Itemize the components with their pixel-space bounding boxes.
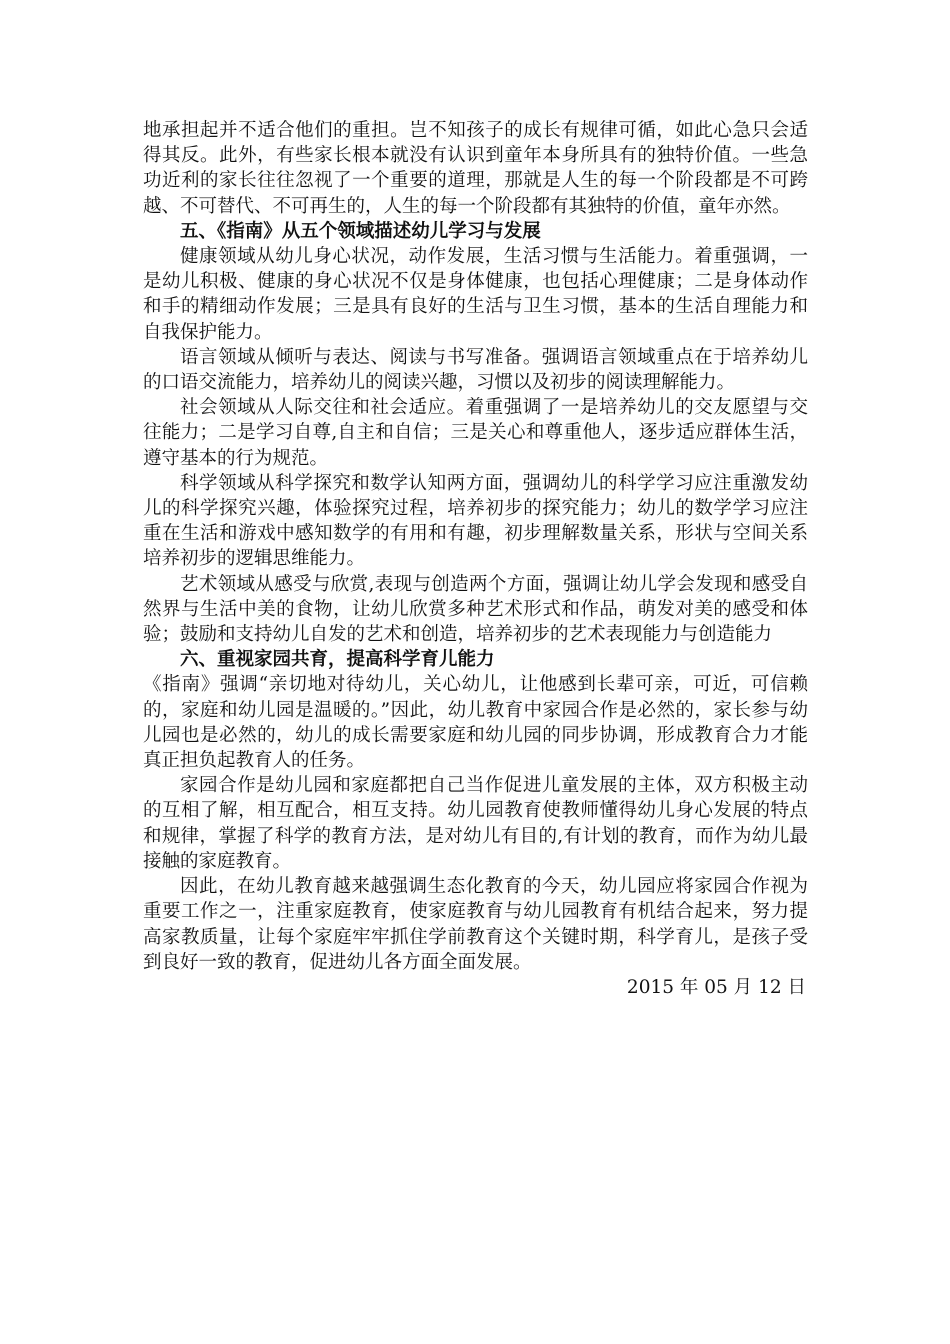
paragraph-language-domain: 语言领域从倾听与表达、阅读与书写准备。强调语言领域重点在于培养幼儿的口语交流能力，培养幼儿的阅读兴趣，习惯以及初步的阅读理解能力。 [143, 346, 808, 394]
paragraph-health-domain: 健康领域从幼儿身心状况，动作发展，生活习惯与生活能力。着重强调，一是幼儿积极、健康的身心状况不仅是身体健康，也包括心理健康；二是身体动作和手的精细动作发展；三是具有良好的生活与卫生习惯，基本的生活自理能力和自我保护能力。 [143, 246, 808, 343]
paragraph-intro-continuation: 地承担起并不适合他们的重担。岂不知孩子的成长有规律可循，如此心急只会适得其反。此外，有些家长根本就没有认识到童年本身所具有的独特价值。一些急功近利的家长往往忽视了一个重要的道理，那就是人生的每一个阶段都是不可跨越、不可替代、不可再生的，人生的每一个阶段都有其独特的价值，童年亦然。 [143, 120, 808, 217]
section-heading-five: 五、《指南》从五个领域描述幼儿学习与发展 [180, 220, 541, 242]
section-heading-six: 六、重视家园共育，提高科学育儿能力 [180, 649, 495, 671]
paragraph-social-domain: 社会领域从人际交往和社会适应。着重强调了一是培养幼儿的交友愿望与交往能力；二是学习自尊,自主和自信；三是关心和尊重他人，逐步适应群体生活，遵守基本的行为规范。 [143, 397, 808, 469]
document-page [143, 118, 808, 1000]
paragraph-science-domain: 科学领域从科学探究和数学认知两方面，强调幼儿的科学学习应注重激发幼儿的科学探究兴趣，体验探究过程，培养初步的探究能力；幼儿的数学学习应注重在生活和游戏中感知数学的有用和有趣，初步理解数量关系，形状与空间关系培养初步的逻辑思维能力。 [143, 472, 808, 570]
paragraph-conclusion: 因此，在幼儿教育越来越强调生态化教育的今天，幼儿园应将家园合作视为重要工作之一，注重家庭教育，使家庭教育与幼儿园教育有机结合起来，努力提高家教质量，让每个家庭牢牢抓住学前教育这个关键时期，科学育儿，是孩子受到良好一致的教育，促进幼儿各方面全面发展。 [143, 876, 808, 973]
paragraph-guide-emphasis: 《指南》强调“亲切地对待幼儿，关心幼儿，让他感到长辈可亲，可近，可信赖的，家庭和幼儿园是温暖的。”因此，幼儿教育中家园合作是必然的，家长参与幼儿园也是必然的，幼儿的成长需要家庭和幼儿园的同步协调，形成教育合力才能真正担负起教育人的任务。 [143, 674, 808, 772]
document-date: 2015 年 05 月 12 日 [626, 976, 806, 998]
paragraph-home-school-cooperation: 家园合作是幼儿园和家庭都把自己当作促进儿童发展的主体，双方积极主动的互相了解，相互配合，相互支持。幼儿园教育使教师懂得幼儿身心发展的特点和规律，掌握了科学的教育方法，是对幼儿有目的,有计划的教育，而作为幼儿最接触的家庭教育。 [143, 775, 808, 872]
paragraph-art-domain: 艺术领域从感受与欣赏,表现与创造两个方面，强调让幼儿学会发现和感受自然界与生活中美的食物，让幼儿欣赏多种艺术形式和作品，萌发对美的感受和体验；鼓励和支持幼儿自发的艺术和创造，培养初步的艺术表现能力与创造能力 [143, 573, 808, 646]
